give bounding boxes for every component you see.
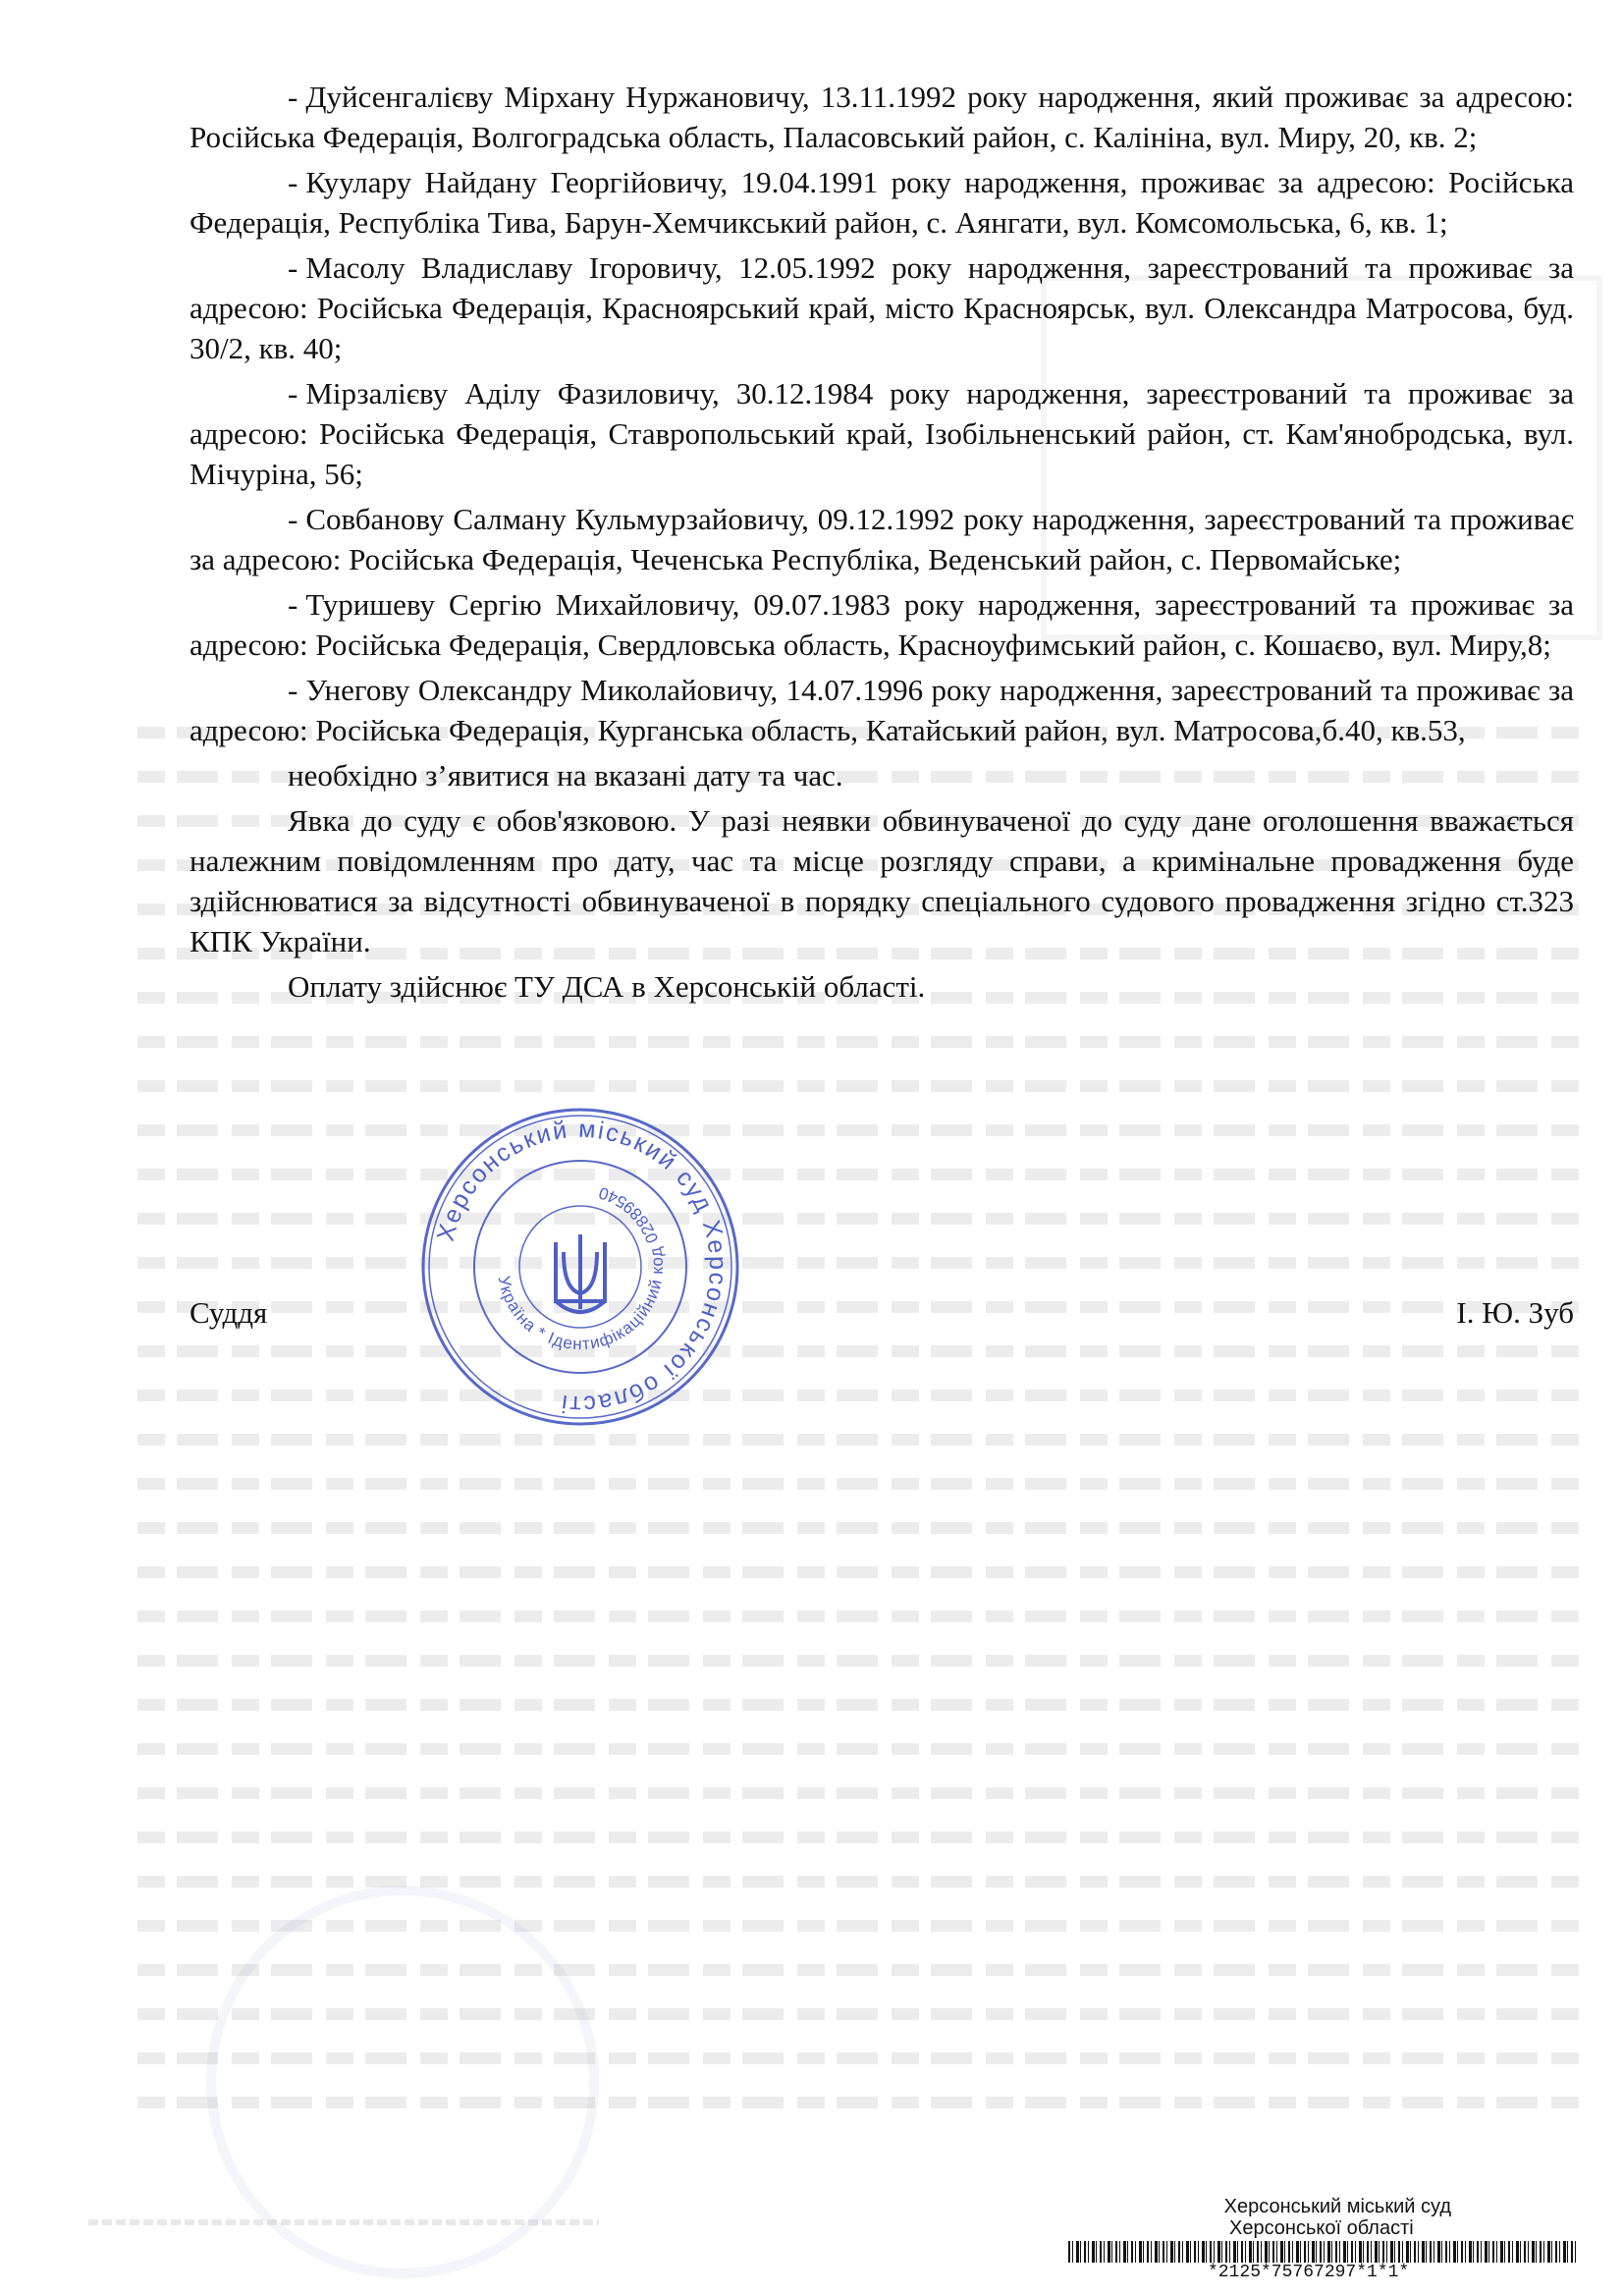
footer-barcode-block [1060, 2196, 1591, 2284]
seal-inner-text: Україна * Ідентифікаційний код 02889540 [494, 1182, 668, 1354]
list-dash: - [288, 80, 298, 114]
list-dash: - [288, 673, 298, 707]
closing-line: необхідно з’явитися на вказані дату та час. [288, 758, 843, 793]
person-entry-text: Совбанову Салману Кульмурзайовичу, 09.12.1992 року народження, зареєстрований та проживає за адресою: Російська Федерація, Чеченська Республіка, Веденський район, с. Первомайське; [189, 502, 1574, 576]
signature-block [189, 1295, 1574, 1339]
trident-emblem-icon [556, 1234, 605, 1312]
person-entry-text: Туришеву Сергію Михайловичу, 09.07.1983 року народження, зареєстрований та проживає за адресою: Російська Федерація, Свердловська область, Красноуфимський район, с. Кошаєво, вул. Миру,8; [189, 587, 1574, 662]
person-entry-text: Масолу Владиславу Ігоровичу, 12.05.1992 року народження, зареєстрований та проживає за адресою: Російська Федерація, Красноярський край, місто Красноярськ, вул. Олександра Матросова, буд. 30/2, кв. 40; [189, 250, 1574, 365]
person-entry [189, 584, 1574, 665]
court-seal-stamp [418, 1105, 742, 1429]
signature-role: Суддя [189, 1295, 268, 1330]
person-entry-text: Дуйсенгалієву Мірхану Нуржановичу, 13.11.1992 року народження, який проживає за адресою: Російська Федерація, Волгоградська область, Паласовський район, с. Калініна, вул. Миру, 20, кв. 2; [189, 80, 1574, 154]
person-entry [189, 247, 1574, 368]
person-entry-text: Куулару Найдану Георгійовичу, 19.04.1991 року народження, проживає за адресою: Російська Федерація, Республіка Тива, Барун-Хемчикський район, с. Аянгати, вул. Комсомольська, 6, кв. 1; [189, 165, 1574, 240]
person-entry [189, 499, 1574, 579]
person-entry [189, 670, 1574, 750]
decorative-dash-strip [88, 2219, 599, 2225]
signature-name: І. Ю. Зуб [1456, 1295, 1574, 1330]
list-dash: - [288, 587, 298, 622]
person-entry [189, 162, 1574, 243]
person-entry [189, 77, 1574, 157]
footer-region: Херсонської області [1229, 2217, 1414, 2239]
payment-paragraph: Оплату здійснює ТУ ДСА в Херсонській області. [288, 969, 926, 1004]
list-dash: - [288, 376, 298, 410]
person-entry [189, 373, 1574, 494]
list-dash: - [288, 250, 298, 285]
person-entry-text: Унегову Олександру Миколайовичу, 14.07.1996 року народження, зареєстрований та проживає за адресою: Російська Федерація, Курганська область, Катайський район, вул. Матросова,б.40, кв.53, [189, 673, 1574, 747]
barcode-text: *2125*75767297*1*1* [1208, 2263, 1410, 2282]
notice-paragraph: Явка до суду є обов'язковою. У разі неявки обвинуваченої до суду дане оголошення вважається належним повідомленням про дату, час та місце розгляду справи, а кримінальне провадження буде здійснюватися за відсутності обвинуваченої в порядку спеціального судового провадження згідно ст.323 КПК України. [189, 803, 1574, 958]
seal-outer-text: Херсонський міський суд Херсонської області [431, 1115, 732, 1419]
barcode-icon [1068, 2241, 1579, 2263]
document-body [189, 77, 1574, 1011]
list-dash: - [288, 165, 298, 199]
list-dash: - [288, 502, 298, 536]
footer-court-name: Херсонський міський суд [1223, 2196, 1451, 2217]
person-entry-text: Мірзалієву Аділу Фазиловичу, 30.12.1984 року народження, зареєстрований та проживає за адресою: Російська Федерація, Ставропольський край, Ізобільненський район, ст. Кам'янобродська, вул. Мічуріна, 56; [189, 376, 1574, 491]
